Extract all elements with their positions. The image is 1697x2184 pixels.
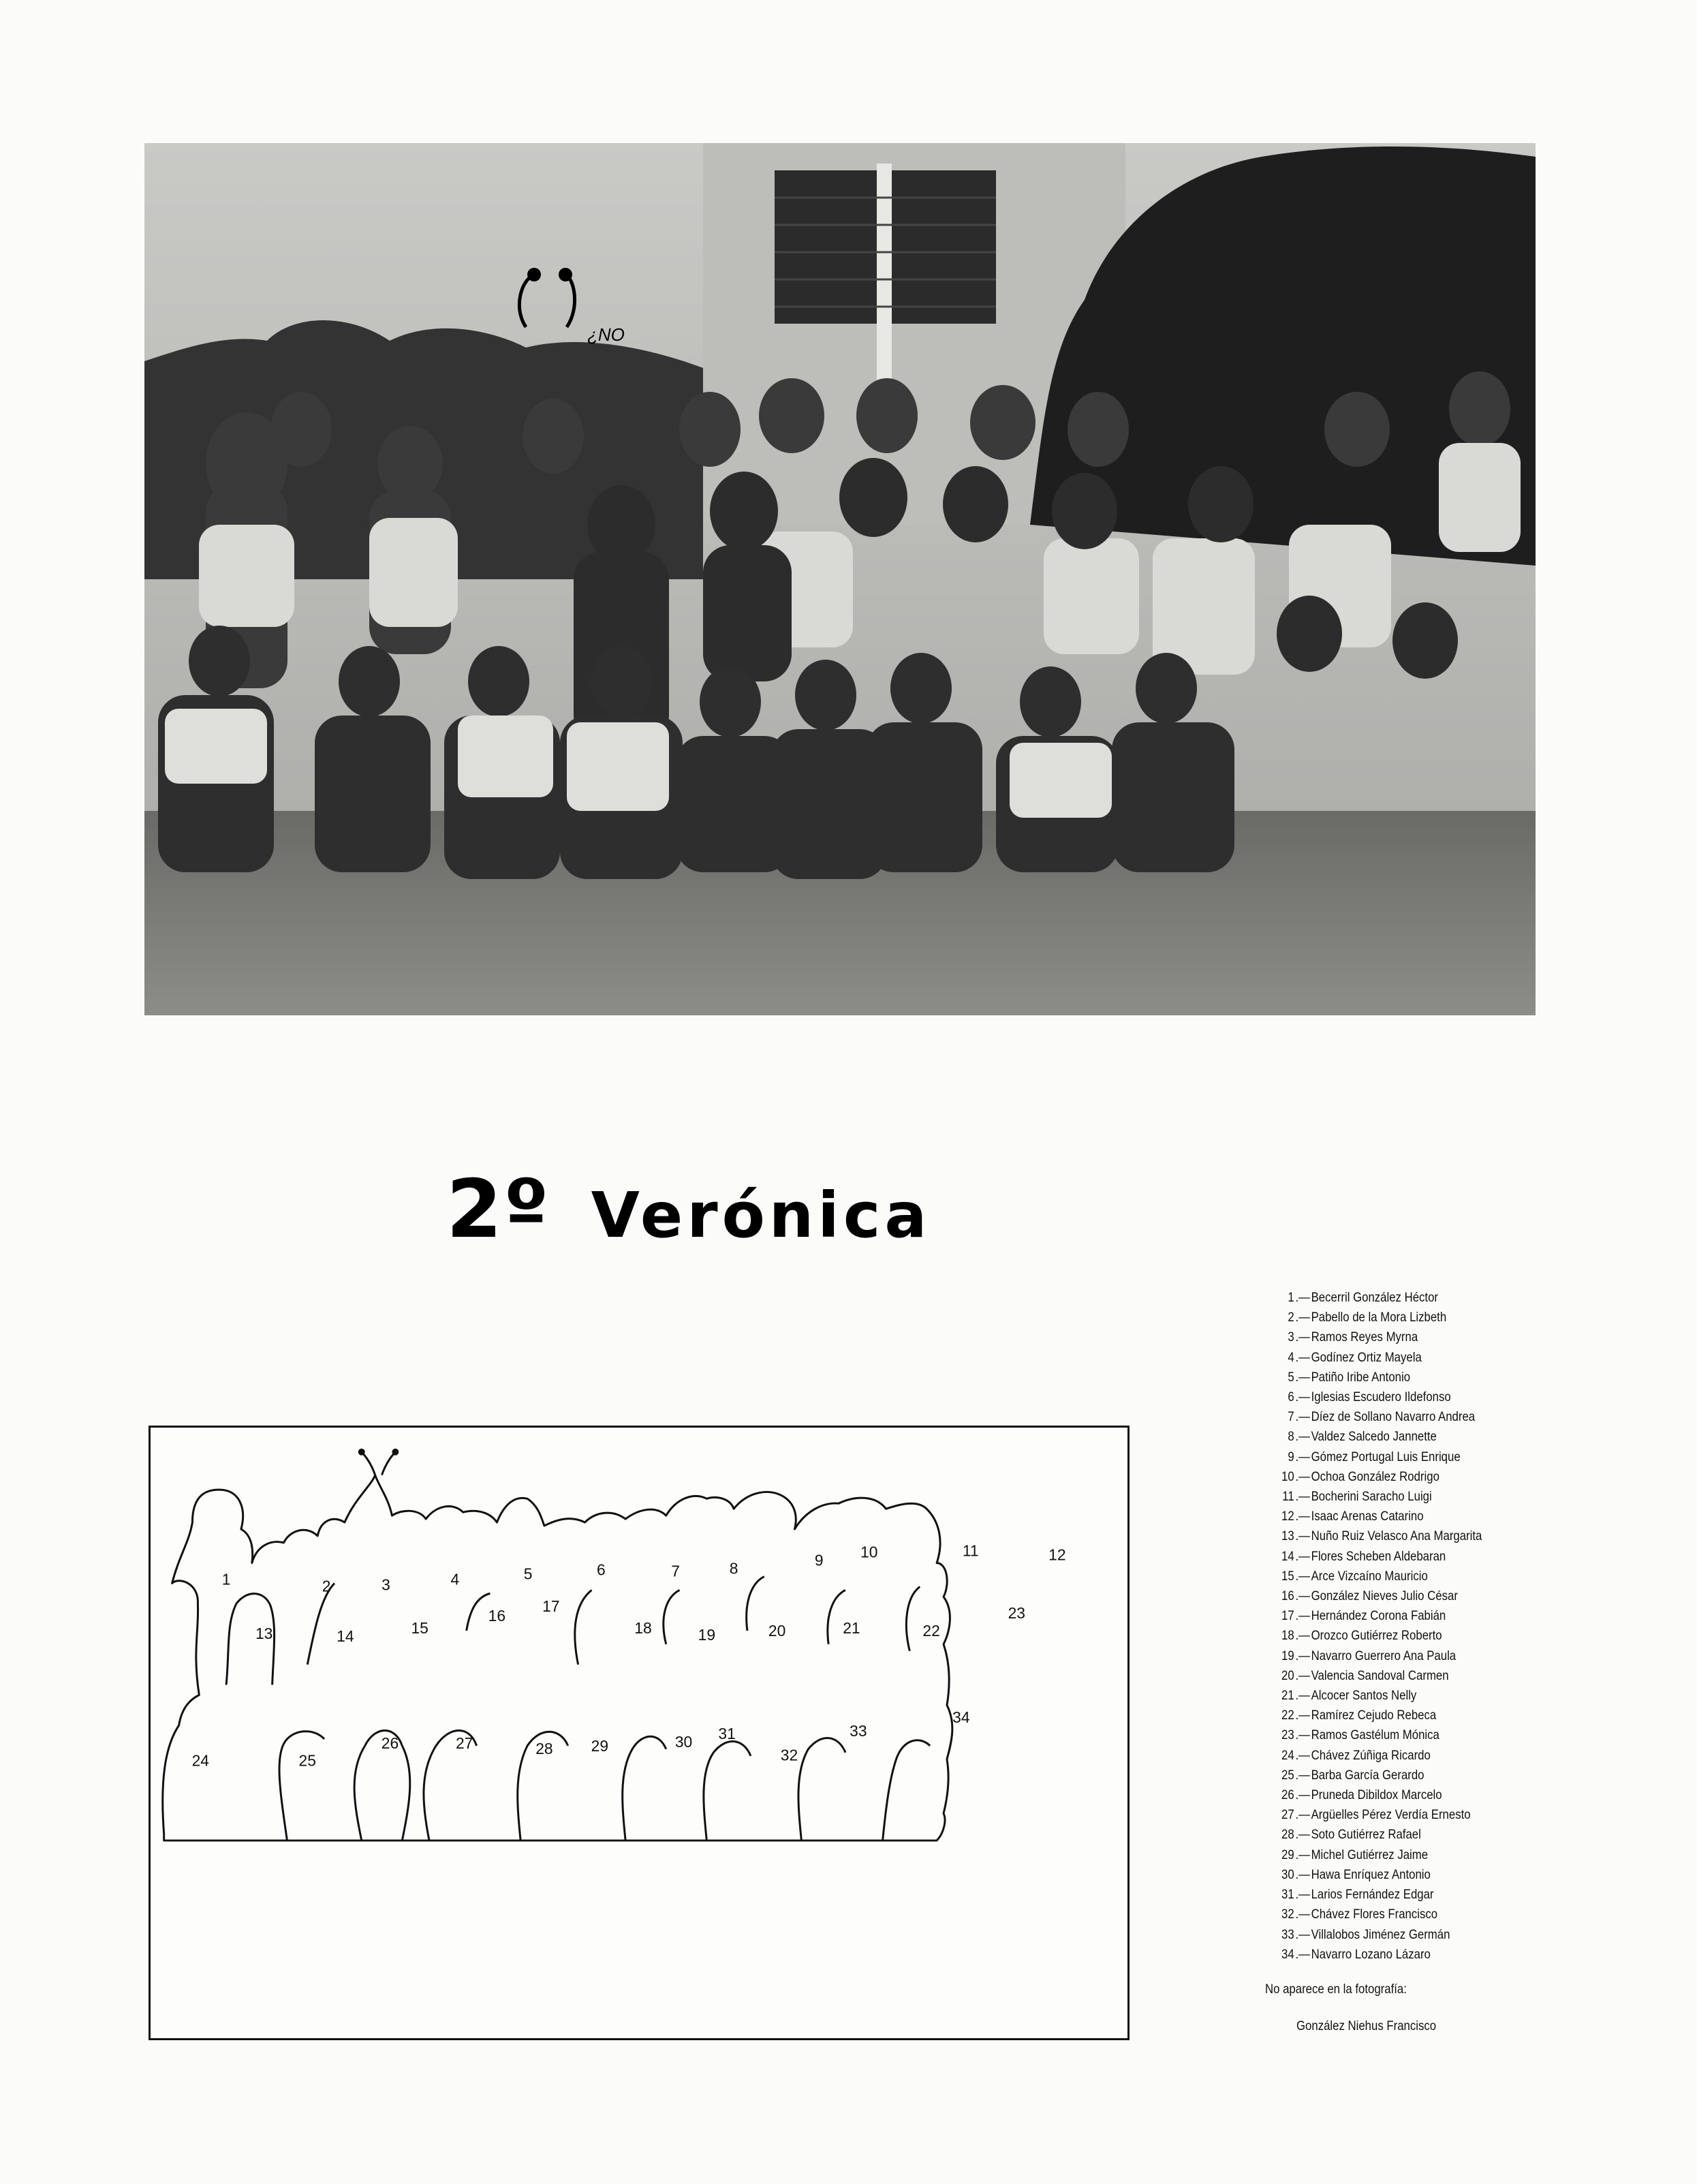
roster-name: Ramos Reyes Myrna [1311,1329,1418,1345]
diagram-label-19: 19 [698,1625,716,1644]
roster-item [1264,1905,1510,1924]
roster-number: 24 [1281,1747,1294,1763]
diagram-label-14: 14 [337,1627,354,1645]
roster-item [1264,1447,1510,1467]
roster-number: 6 [1288,1389,1294,1405]
roster-name: Godínez Ortiz Mayela [1311,1349,1422,1365]
diagram-label-25: 25 [298,1751,316,1770]
roster-number: 7 [1288,1409,1294,1425]
roster-separator: .— [1295,1946,1310,1962]
roster-item [1264,1845,1510,1865]
roster-item [1264,1387,1510,1407]
roster-number: 2 [1288,1310,1294,1325]
roster-separator: .— [1295,1648,1310,1663]
diagram-label-2: 2 [322,1577,331,1595]
roster-item [1264,1666,1510,1686]
roster-name: Alcocer Santos Nelly [1311,1688,1417,1704]
group-photo [144,143,1536,1015]
diagram-label-6: 6 [597,1560,606,1579]
roster-number: 11 [1282,1489,1294,1505]
roster-item [1264,1487,1510,1507]
roster-name: Orozco Gutiérrez Roberto [1311,1628,1442,1644]
roster-item [1264,1547,1510,1567]
roster-number: 1 [1288,1290,1294,1305]
roster-item [1264,1785,1510,1805]
roster-name: Iglesias Escudero Ildefonso [1311,1389,1451,1405]
grade-label: 2º [446,1162,550,1256]
roster-number: 14 [1281,1548,1294,1564]
roster-separator: .— [1295,1290,1310,1305]
roster-item [1264,1368,1510,1387]
roster-number: 29 [1281,1847,1294,1862]
roster-number: 33 [1281,1926,1294,1942]
roster-item [1264,1766,1510,1785]
roster-number: 18 [1281,1628,1294,1644]
roster-number: 19 [1281,1648,1294,1663]
roster-name: Chávez Flores Francisco [1311,1907,1438,1922]
diagram-label-31: 31 [718,1724,736,1742]
roster-separator: .— [1295,1926,1310,1942]
roster-name: Ramírez Cejudo Rebeca [1311,1708,1437,1723]
roster-separator: .— [1295,1429,1310,1445]
roster-separator: .— [1295,1747,1310,1763]
diagram-label-24: 24 [191,1751,210,1770]
roster-name: Gómez Portugal Luis Enrique [1311,1449,1461,1464]
roster-separator: .— [1295,1688,1310,1704]
roster-item [1264,1327,1510,1347]
diagram-label-21: 21 [843,1618,860,1637]
roster-separator: .— [1295,1807,1310,1823]
roster-name: Patiño Iribe Antonio [1311,1369,1411,1385]
roster-item [1264,1288,1510,1308]
roster-name: Hawa Enríquez Antonio [1311,1866,1431,1882]
roster-number: 17 [1281,1608,1294,1624]
roster-name: Valdez Salcedo Jannette [1311,1429,1437,1445]
roster-separator: .— [1295,1409,1310,1425]
roster-name: Villalobos Jiménez Germán [1311,1926,1450,1942]
diagram-label-30: 30 [674,1732,693,1751]
roster-item [1264,1825,1510,1845]
photo-scene [144,143,1536,1015]
diagram-label-29: 29 [591,1736,609,1755]
diagram-label-22: 22 [922,1621,940,1640]
roster-separator: .— [1295,1369,1310,1385]
roster-item [1264,1606,1510,1626]
roster-number: 15 [1281,1568,1294,1584]
roster-item [1264,1945,1510,1965]
roster-name: Ramos Gastélum Mónica [1311,1727,1439,1743]
roster-number: 31 [1281,1887,1294,1903]
roster-number: 3 [1288,1329,1294,1345]
diagram-label-12: 12 [1048,1545,1066,1564]
roster-item [1264,1526,1510,1546]
roster-name: Valencia Sandoval Carmen [1311,1667,1449,1683]
diagram-label-17: 17 [542,1597,560,1616]
roster-separator: .— [1295,1847,1310,1862]
roster-item [1264,1746,1510,1766]
diagram-label-28: 28 [535,1739,553,1757]
roster-number: 5 [1288,1369,1294,1385]
diagram-label-26: 26 [381,1734,399,1752]
roster-separator: .— [1295,1628,1310,1644]
diagram-label-16: 16 [488,1607,506,1625]
roster-item [1264,1865,1510,1885]
roster-name: Nuño Ruiz Velasco Ana Margarita [1311,1528,1482,1544]
roster-separator: .— [1295,1866,1310,1882]
roster-number: 30 [1281,1866,1294,1882]
absent-student-name: González Niehus Francisco [1296,2018,1437,2033]
roster-separator: .— [1295,1310,1310,1325]
roster-number: 25 [1281,1767,1294,1783]
roster-item [1264,1626,1510,1646]
roster-item [1264,1646,1510,1666]
roster-name: Arce Vizcaíno Mauricio [1311,1568,1428,1584]
roster-name: Flores Scheben Aldebaran [1311,1548,1446,1564]
roster-name: Hernández Corona Fabián [1311,1608,1446,1624]
roster-number: 21 [1281,1688,1294,1704]
photo-annotation: ¿NO [587,324,625,345]
roster-name: Pabello de la Mora Lizbeth [1311,1310,1447,1325]
diagram-label-5: 5 [523,1565,533,1583]
roster-item [1264,1348,1510,1368]
absent-note: No aparece en la fotografía: [1265,1982,1407,1997]
roster-separator: .— [1295,1767,1310,1783]
roster-separator: .— [1295,1827,1310,1843]
roster-number: 12 [1281,1509,1294,1524]
roster-number: 13 [1281,1528,1294,1544]
roster-number: 28 [1281,1827,1294,1843]
roster-name: Pruneda Dibildox Marcelo [1311,1787,1442,1803]
roster-separator: .— [1295,1548,1310,1564]
roster-item [1264,1507,1510,1526]
roster-separator: .— [1295,1608,1310,1624]
roster-separator: .— [1295,1468,1310,1484]
diagram-label-7: 7 [671,1562,680,1580]
roster-separator: .— [1295,1489,1310,1505]
roster-separator: .— [1295,1449,1310,1464]
roster-number: 20 [1281,1667,1294,1683]
diagram-label-15: 15 [411,1618,429,1637]
roster-separator: .— [1295,1887,1310,1903]
roster-item [1264,1706,1510,1725]
diagram-label-13: 13 [255,1624,273,1642]
roster-separator: .— [1295,1787,1310,1803]
roster-number: 10 [1281,1468,1294,1484]
roster-item [1264,1925,1510,1945]
diagram-label-10: 10 [860,1543,878,1561]
roster-number: 9 [1288,1449,1294,1464]
roster-number: 32 [1281,1907,1294,1922]
roster-separator: .— [1295,1349,1310,1365]
roster-name: Argüelles Pérez Verdía Ernesto [1311,1807,1471,1823]
roster-item [1264,1567,1510,1586]
roster-number: 34 [1281,1946,1294,1962]
roster-separator: .— [1295,1708,1310,1723]
roster-number: 8 [1288,1429,1294,1445]
roster-separator: .— [1295,1568,1310,1584]
roster-name: Navarro Lozano Lázaro [1311,1946,1431,1962]
roster-item [1264,1586,1510,1606]
roster-name: Becerril González Héctor [1311,1290,1438,1305]
roster-number: 4 [1288,1349,1294,1365]
roster-separator: .— [1295,1329,1310,1345]
roster-separator: .— [1295,1509,1310,1524]
roster-name: Michel Gutiérrez Jaime [1311,1847,1429,1862]
student-roster [1264,1288,1510,1965]
diagram-label-1: 1 [221,1570,231,1588]
diagram-label-23: 23 [1008,1604,1025,1622]
roster-name: Bocherini Saracho Luigi [1311,1489,1432,1505]
roster-item [1264,1407,1510,1427]
diagram-label-3: 3 [382,1575,390,1594]
diagram-label-11: 11 [962,1541,979,1560]
roster-separator: .— [1295,1907,1310,1922]
roster-name: Díez de Sollano Navarro Andrea [1311,1409,1476,1425]
silhouette-outline [151,1428,1127,2038]
roster-item [1264,1805,1510,1825]
roster-name: González Nieves Julio César [1311,1588,1458,1604]
roster-item [1264,1427,1510,1447]
roster-item [1264,1308,1510,1327]
roster-number: 16 [1281,1588,1294,1604]
roster-name: Chávez Zúñiga Ricardo [1311,1747,1431,1763]
roster-item [1264,1686,1510,1706]
roster-item [1264,1725,1510,1745]
diagram-label-34: 34 [952,1708,970,1727]
diagram-label-8: 8 [729,1559,738,1578]
roster-name: Barba García Gerardo [1311,1767,1424,1783]
roster-name: Isaac Arenas Catarino [1311,1509,1424,1524]
roster-separator: .— [1295,1727,1310,1743]
roster-separator: .— [1295,1667,1310,1683]
roster-name: Soto Gutiérrez Rafael [1311,1827,1421,1843]
diagram-label-18: 18 [634,1618,652,1637]
diagram-labels [192,1542,1066,1770]
diagram-label-27: 27 [456,1734,473,1752]
diagram-label-20: 20 [768,1621,786,1640]
roster-number: 27 [1281,1807,1294,1823]
group-name: Verónica [591,1179,931,1252]
roster-item [1264,1885,1510,1905]
roster-separator: .— [1295,1588,1310,1604]
roster-number: 22 [1281,1708,1294,1723]
silhouette-key-diagram [149,1426,1130,2040]
roster-number: 26 [1281,1787,1294,1803]
roster-number: 23 [1281,1727,1294,1743]
page-title [446,1162,931,1256]
diagram-label-4: 4 [450,1570,460,1588]
roster-separator: .— [1295,1528,1310,1544]
diagram-label-33: 33 [850,1721,867,1740]
roster-name: Larios Fernández Edgar [1311,1887,1434,1903]
diagram-label-9: 9 [814,1551,824,1569]
roster-item [1264,1467,1510,1487]
roster-separator: .— [1295,1389,1310,1405]
diagram-label-32: 32 [780,1746,798,1764]
roster-name: Navarro Guerrero Ana Paula [1311,1648,1457,1663]
roster-name: Ochoa González Rodrigo [1311,1468,1439,1484]
